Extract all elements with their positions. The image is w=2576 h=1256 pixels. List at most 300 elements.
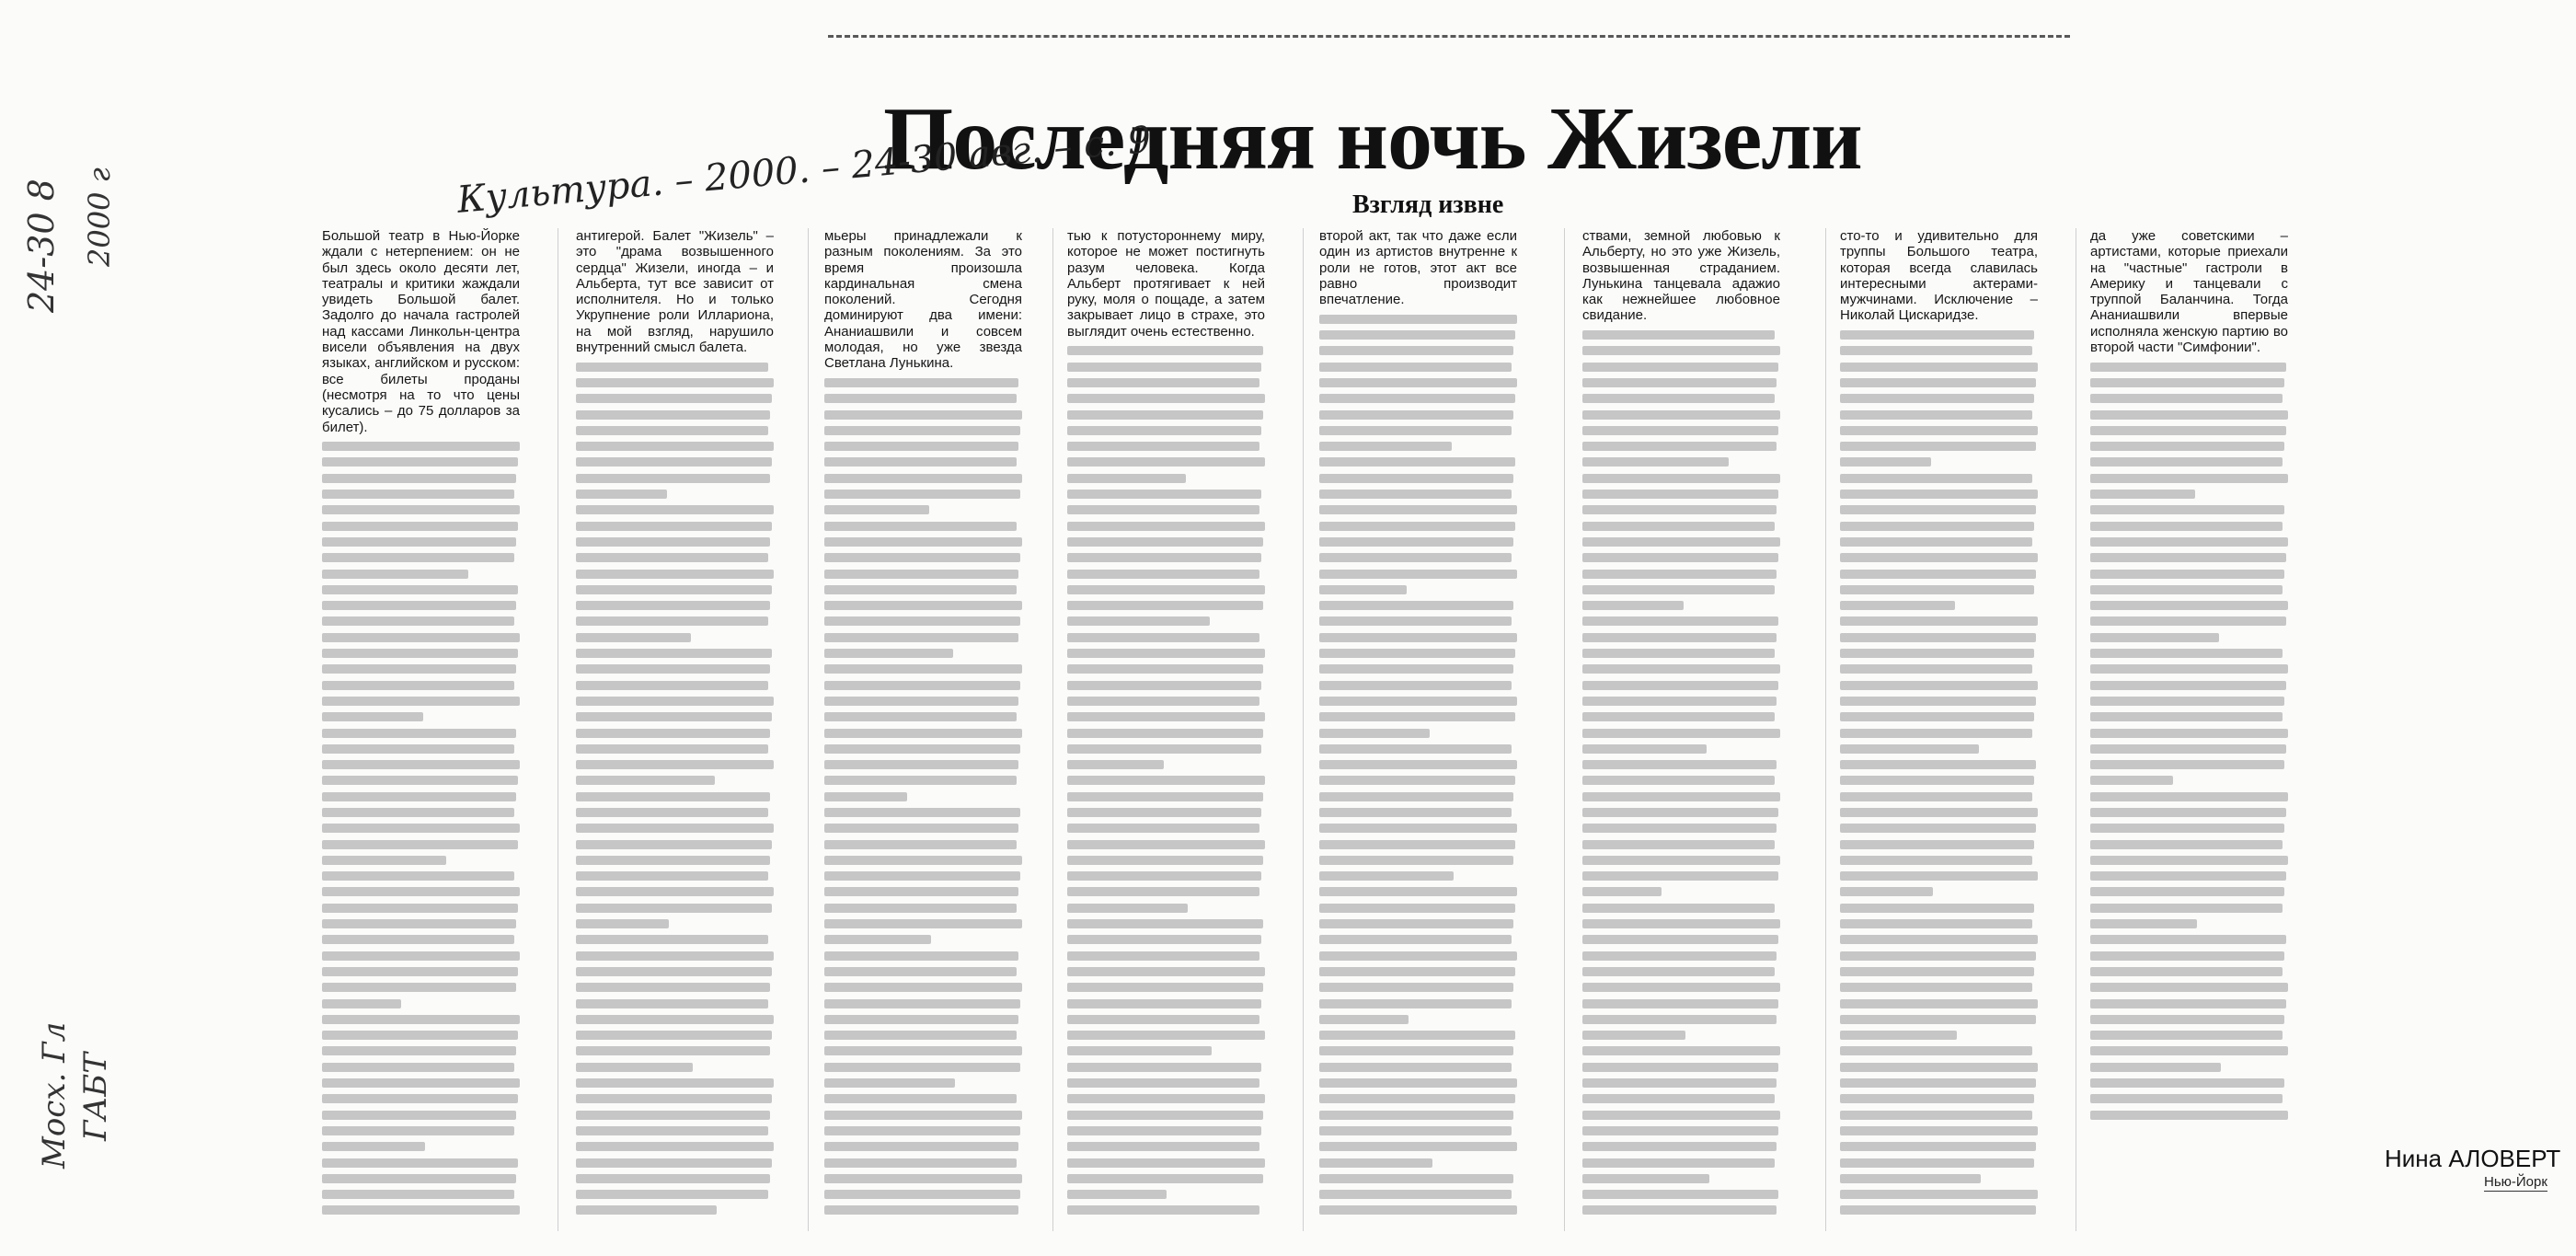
text-line-placeholder (824, 935, 931, 944)
text-line-placeholder (1067, 649, 1265, 658)
text-line-placeholder (1319, 744, 1512, 754)
handwritten-archive-mark-2: ГАБТ (77, 1053, 114, 1141)
text-line-placeholder (2090, 840, 2283, 849)
text-line-placeholder (1319, 601, 1513, 610)
text-line-placeholder (1582, 729, 1780, 738)
text-line-placeholder (322, 442, 520, 451)
text-line-placeholder (1319, 887, 1517, 896)
text-line-placeholder (1319, 378, 1517, 387)
text-line-placeholder (1840, 1142, 2036, 1151)
text-line-placeholder (824, 1031, 1017, 1040)
text-line-placeholder (576, 887, 774, 896)
text-line-placeholder (576, 1111, 770, 1120)
text-line-placeholder (1840, 1126, 2038, 1135)
text-line-placeholder (576, 871, 768, 881)
text-line-placeholder (1067, 442, 1259, 451)
text-line-placeholder (1840, 904, 2034, 913)
article-column-4 (1067, 228, 1265, 1231)
text-line-placeholder (1319, 1046, 1513, 1055)
text-line-placeholder (576, 1094, 772, 1103)
text-line-placeholder (1319, 1142, 1517, 1151)
text-line-placeholder (576, 363, 768, 372)
text-line-placeholder (1067, 840, 1265, 849)
text-line-placeholder (1840, 410, 2032, 420)
text-line-placeholder (1582, 951, 1777, 961)
text-line-placeholder (1319, 553, 1512, 562)
column-3-body (824, 378, 1022, 1215)
text-line-placeholder (824, 664, 1022, 674)
text-line-placeholder (2090, 792, 2288, 801)
text-line-placeholder (322, 522, 518, 531)
text-line-placeholder (1582, 1190, 1778, 1199)
text-line-placeholder (824, 616, 1020, 626)
text-line-placeholder (1319, 904, 1515, 913)
text-line-placeholder (1840, 633, 2036, 642)
text-line-placeholder (2090, 570, 2284, 579)
text-line-placeholder (824, 394, 1017, 403)
article-subtitle: Взгляд извне (1352, 190, 1504, 219)
column-5-body (1319, 315, 1517, 1216)
text-line-placeholder (824, 1126, 1020, 1135)
text-line-placeholder (824, 712, 1017, 721)
text-line-placeholder (322, 1031, 518, 1040)
text-line-placeholder (576, 394, 772, 403)
text-line-placeholder (824, 649, 953, 658)
text-line-placeholder (1840, 681, 2038, 690)
text-line-placeholder (824, 681, 1020, 690)
text-line-placeholder (1319, 490, 1512, 499)
text-line-placeholder (1840, 490, 2038, 499)
text-line-placeholder (1067, 601, 1263, 610)
text-line-placeholder (824, 457, 1017, 467)
text-line-placeholder (1840, 1205, 2036, 1215)
text-line-placeholder (1840, 616, 2038, 626)
text-line-placeholder (322, 856, 446, 865)
text-line-placeholder (576, 904, 772, 913)
column-divider (1564, 228, 1565, 1231)
text-line-placeholder (322, 776, 518, 785)
text-line-placeholder (1067, 570, 1259, 579)
column-6-opening-text: ствами, земной любовью к Альберту, но это уже Жизель, возвышенная страданием. Лунькина танцевала адажио как нежнейшее любовное свидание. (1582, 228, 1780, 324)
text-line-placeholder (2090, 776, 2173, 785)
text-line-placeholder (1319, 919, 1513, 928)
text-line-placeholder (1067, 346, 1263, 355)
text-line-placeholder (576, 935, 768, 944)
text-line-placeholder (1582, 840, 1775, 849)
text-line-placeholder (322, 712, 423, 721)
text-line-placeholder (322, 1015, 520, 1024)
text-line-placeholder (322, 697, 520, 706)
text-line-placeholder (1840, 457, 1931, 467)
text-line-placeholder (1319, 346, 1513, 355)
column-divider (1825, 228, 1826, 1231)
text-line-placeholder (1067, 887, 1259, 896)
text-line-placeholder (824, 824, 1018, 833)
text-line-placeholder (322, 553, 514, 562)
text-line-placeholder (576, 601, 770, 610)
text-line-placeholder (824, 760, 1018, 769)
text-line-placeholder (322, 457, 518, 467)
text-line-placeholder (576, 633, 691, 642)
text-line-placeholder (1067, 505, 1259, 514)
text-line-placeholder (1067, 856, 1263, 865)
column-7-body (1840, 330, 2038, 1215)
text-line-placeholder (1582, 1205, 1777, 1215)
text-line-placeholder (576, 760, 774, 769)
article-column-6 (1582, 228, 1780, 1231)
text-line-placeholder (576, 1190, 768, 1199)
text-line-placeholder (322, 760, 520, 769)
text-line-placeholder (1319, 1158, 1432, 1168)
text-line-placeholder (576, 585, 772, 594)
text-line-placeholder (1840, 935, 2038, 944)
text-line-placeholder (1840, 744, 1979, 754)
text-line-placeholder (1840, 1094, 2034, 1103)
text-line-placeholder (824, 1078, 955, 1088)
text-line-placeholder (1582, 871, 1778, 881)
text-line-placeholder (322, 1126, 514, 1135)
text-line-placeholder (1582, 522, 1775, 531)
handwritten-archive-mark: Мосх. Гл (36, 1021, 73, 1169)
text-line-placeholder (1319, 840, 1515, 849)
text-line-placeholder (1582, 919, 1780, 928)
text-line-placeholder (1840, 1063, 2038, 1072)
column-2-opening-text: антигерой. Балет "Жизель" – это "драма возвышенного сердца" Жизели, иногда – и Альберта, тут все зависит от исполнителя. Но и только Укрупнение роли Иллариона, на мой взгляд, нарушило внутренний смысл балета. (576, 228, 774, 356)
text-line-placeholder (2090, 553, 2286, 562)
text-line-placeholder (576, 1031, 772, 1040)
text-line-placeholder (322, 681, 514, 690)
text-line-placeholder (824, 744, 1020, 754)
text-line-placeholder (2090, 824, 2284, 833)
text-line-placeholder (322, 1142, 425, 1151)
text-line-placeholder (1067, 616, 1210, 626)
text-line-placeholder (1319, 522, 1515, 531)
text-line-placeholder (1582, 760, 1777, 769)
text-line-placeholder (322, 808, 514, 817)
text-line-placeholder (1582, 330, 1775, 340)
text-line-placeholder (1319, 1174, 1513, 1183)
text-line-placeholder (824, 1063, 1020, 1072)
text-line-placeholder (1840, 649, 2034, 658)
text-line-placeholder (824, 967, 1017, 976)
text-line-placeholder (1582, 378, 1777, 387)
text-line-placeholder (576, 664, 770, 674)
text-line-placeholder (322, 649, 518, 658)
text-line-placeholder (322, 935, 514, 944)
text-line-placeholder (824, 570, 1018, 579)
article-column-7 (1840, 228, 2038, 1231)
text-line-placeholder (1319, 474, 1513, 483)
text-line-placeholder (576, 951, 774, 961)
text-line-placeholder (1067, 1205, 1259, 1215)
text-line-placeholder (576, 490, 667, 499)
text-line-placeholder (1067, 1142, 1259, 1151)
text-line-placeholder (1319, 856, 1513, 865)
text-line-placeholder (576, 1174, 770, 1183)
text-line-placeholder (824, 808, 1020, 817)
text-line-placeholder (1319, 1078, 1517, 1088)
text-line-placeholder (2090, 505, 2284, 514)
text-line-placeholder (824, 729, 1022, 738)
text-line-placeholder (1067, 760, 1164, 769)
text-line-placeholder (322, 729, 516, 738)
text-line-placeholder (1067, 935, 1261, 944)
text-line-placeholder (322, 744, 514, 754)
article-column-2 (576, 228, 774, 1231)
text-line-placeholder (1582, 824, 1777, 833)
text-line-placeholder (1319, 729, 1430, 738)
text-line-placeholder (1319, 776, 1515, 785)
text-line-placeholder (1067, 744, 1261, 754)
column-8-body (2090, 363, 2288, 1120)
text-line-placeholder (824, 1190, 1020, 1199)
text-line-placeholder (1582, 1063, 1778, 1072)
text-line-placeholder (1840, 824, 2036, 833)
text-line-placeholder (1319, 871, 1454, 881)
text-line-placeholder (1840, 887, 1933, 896)
text-line-placeholder (1319, 633, 1517, 642)
text-line-placeholder (576, 570, 774, 579)
text-line-placeholder (322, 840, 518, 849)
text-line-placeholder (1840, 999, 2038, 1008)
text-line-placeholder (824, 856, 1022, 865)
text-line-placeholder (2090, 649, 2283, 658)
text-line-placeholder (1582, 426, 1778, 435)
text-line-placeholder (1319, 1205, 1517, 1215)
text-line-placeholder (1319, 712, 1515, 721)
text-line-placeholder (2090, 363, 2286, 372)
text-line-placeholder (1319, 537, 1513, 547)
text-line-placeholder (824, 983, 1022, 992)
author-name: Нина АЛОВЕРТ (2385, 1145, 2561, 1172)
text-line-placeholder (1582, 537, 1780, 547)
text-line-placeholder (2090, 585, 2283, 594)
text-line-placeholder (322, 1174, 516, 1183)
text-line-placeholder (1840, 871, 2038, 881)
text-line-placeholder (824, 919, 1022, 928)
text-line-placeholder (1319, 697, 1517, 706)
text-line-placeholder (1067, 553, 1261, 562)
text-line-placeholder (322, 585, 518, 594)
text-line-placeholder (2090, 378, 2284, 387)
text-line-placeholder (1840, 570, 2036, 579)
text-line-placeholder (1319, 426, 1512, 435)
text-line-placeholder (1582, 616, 1778, 626)
text-line-placeholder (2090, 1094, 2283, 1103)
text-line-placeholder (824, 887, 1018, 896)
text-line-placeholder (824, 999, 1020, 1008)
text-line-placeholder (576, 967, 772, 976)
text-line-placeholder (1582, 601, 1684, 610)
text-line-placeholder (1582, 490, 1778, 499)
text-line-placeholder (1067, 729, 1263, 738)
text-line-placeholder (1319, 1015, 1409, 1024)
text-line-placeholder (1319, 442, 1452, 451)
text-line-placeholder (1067, 474, 1186, 483)
text-line-placeholder (1319, 1111, 1513, 1120)
text-line-placeholder (1067, 537, 1263, 547)
text-line-placeholder (1582, 363, 1778, 372)
text-line-placeholder (1840, 983, 2032, 992)
text-line-placeholder (576, 649, 772, 658)
text-line-placeholder (576, 840, 772, 849)
text-line-placeholder (1840, 951, 2036, 961)
text-line-placeholder (1319, 951, 1517, 961)
text-line-placeholder (2090, 871, 2286, 881)
text-line-placeholder (576, 522, 772, 531)
text-line-placeholder (576, 983, 770, 992)
text-line-placeholder (1582, 999, 1778, 1008)
text-line-placeholder (2090, 522, 2283, 531)
article-column-5 (1319, 228, 1517, 1231)
text-line-placeholder (322, 983, 516, 992)
text-line-placeholder (1840, 1015, 2036, 1024)
column-divider (1052, 228, 1053, 1231)
text-line-placeholder (1840, 1031, 1957, 1040)
text-line-placeholder (1067, 951, 1259, 961)
text-line-placeholder (1319, 999, 1512, 1008)
text-line-placeholder (824, 553, 1020, 562)
text-line-placeholder (2090, 983, 2288, 992)
text-line-placeholder (1067, 904, 1188, 913)
text-line-placeholder (1840, 729, 2032, 738)
text-line-placeholder (1840, 522, 2034, 531)
text-line-placeholder (1067, 664, 1263, 674)
text-line-placeholder (1840, 1078, 2036, 1088)
text-line-placeholder (1582, 792, 1780, 801)
text-line-placeholder (1582, 394, 1775, 403)
text-line-placeholder (1319, 330, 1515, 340)
text-line-placeholder (576, 792, 770, 801)
text-line-placeholder (322, 474, 516, 483)
text-line-placeholder (1582, 712, 1775, 721)
text-line-placeholder (1067, 1046, 1212, 1055)
text-line-placeholder (576, 824, 774, 833)
text-line-placeholder (2090, 712, 2283, 721)
text-line-placeholder (1319, 760, 1517, 769)
text-line-placeholder (322, 967, 518, 976)
column-6-body (1582, 330, 1780, 1215)
text-line-placeholder (1582, 346, 1780, 355)
text-line-placeholder (2090, 633, 2219, 642)
text-line-placeholder (1067, 1015, 1259, 1024)
text-line-placeholder (1840, 346, 2032, 355)
text-line-placeholder (1067, 967, 1265, 976)
text-line-placeholder (576, 426, 768, 435)
text-line-placeholder (1067, 394, 1265, 403)
text-line-placeholder (576, 681, 768, 690)
text-line-placeholder (1319, 363, 1512, 372)
text-line-placeholder (1319, 681, 1512, 690)
handwritten-margin-date: 24-30 8 (21, 179, 62, 313)
text-line-placeholder (1319, 1063, 1512, 1072)
text-line-placeholder (1840, 330, 2034, 340)
text-line-placeholder (322, 505, 520, 514)
text-line-placeholder (1319, 649, 1515, 658)
text-line-placeholder (2090, 919, 2197, 928)
text-line-placeholder (322, 1205, 520, 1215)
text-line-placeholder (1840, 378, 2036, 387)
text-line-placeholder (1582, 776, 1775, 785)
article-column-1 (322, 228, 520, 1231)
text-line-placeholder (576, 712, 772, 721)
text-line-placeholder (1319, 824, 1517, 833)
text-line-placeholder (1582, 1031, 1685, 1040)
text-line-placeholder (1067, 983, 1263, 992)
text-line-placeholder (1840, 394, 2034, 403)
text-line-placeholder (576, 537, 770, 547)
text-line-placeholder (2090, 1063, 2221, 1072)
text-line-placeholder (1582, 442, 1777, 451)
text-line-placeholder (576, 616, 768, 626)
text-line-placeholder (1582, 570, 1777, 579)
text-line-placeholder (1067, 871, 1261, 881)
text-line-placeholder (824, 1174, 1022, 1183)
text-line-placeholder (1840, 1190, 2038, 1199)
text-line-placeholder (1067, 522, 1265, 531)
text-line-placeholder (1319, 808, 1512, 817)
text-line-placeholder (1067, 999, 1261, 1008)
text-line-placeholder (824, 792, 907, 801)
text-line-placeholder (322, 951, 520, 961)
text-line-placeholder (1319, 983, 1513, 992)
text-line-placeholder (322, 999, 401, 1008)
text-line-placeholder (322, 570, 468, 579)
text-line-placeholder (1319, 457, 1515, 467)
text-line-placeholder (576, 1126, 768, 1135)
handwritten-source-note: Культура. – 2000. – 24-30 авг. – с. 9 (455, 119, 1154, 222)
text-line-placeholder (2090, 904, 2283, 913)
text-line-placeholder (824, 1046, 1022, 1055)
text-line-placeholder (824, 490, 1020, 499)
text-line-placeholder (322, 792, 516, 801)
text-line-placeholder (1067, 1111, 1263, 1120)
text-line-placeholder (1319, 967, 1515, 976)
text-line-placeholder (576, 1142, 774, 1151)
text-line-placeholder (576, 553, 768, 562)
text-line-placeholder (1067, 792, 1263, 801)
text-line-placeholder (1840, 760, 2036, 769)
text-line-placeholder (1319, 1094, 1515, 1103)
text-line-placeholder (1840, 553, 2038, 562)
column-2-body (576, 363, 774, 1216)
text-line-placeholder (824, 1111, 1022, 1120)
text-line-placeholder (1319, 570, 1517, 579)
text-line-placeholder (1067, 490, 1261, 499)
text-line-placeholder (2090, 394, 2283, 403)
text-line-placeholder (1067, 712, 1265, 721)
text-line-placeholder (2090, 1046, 2288, 1055)
text-line-placeholder (1067, 681, 1261, 690)
column-1-opening-text: Большой театр в Нью-Йорке ждали с нетерпением: он не был здесь около десяти лет, театралы и критики жаждали увидеть Большой балет. Задолго до начала гастролей над кассами Линкольн-центра висели объявления на двух языках, английском и русском: все билеты проданы (несмотря на то что цены кусались – до 75 долларов за билет). (322, 228, 520, 435)
text-line-placeholder (1319, 1190, 1512, 1199)
text-line-placeholder (1582, 649, 1775, 658)
text-line-placeholder (576, 808, 768, 817)
text-line-placeholder (1319, 792, 1513, 801)
text-line-placeholder (1840, 664, 2032, 674)
text-line-placeholder (576, 474, 770, 483)
text-line-placeholder (576, 1015, 774, 1024)
author-city: Нью-Йорк (2484, 1174, 2547, 1190)
text-line-placeholder (2090, 967, 2283, 976)
text-line-placeholder (1840, 967, 2034, 976)
text-line-placeholder (322, 1046, 516, 1055)
text-line-placeholder (1319, 1031, 1515, 1040)
text-line-placeholder (1582, 457, 1729, 467)
text-line-placeholder (1840, 1111, 2032, 1120)
text-line-placeholder (1840, 537, 2032, 547)
text-line-placeholder (824, 1094, 1017, 1103)
